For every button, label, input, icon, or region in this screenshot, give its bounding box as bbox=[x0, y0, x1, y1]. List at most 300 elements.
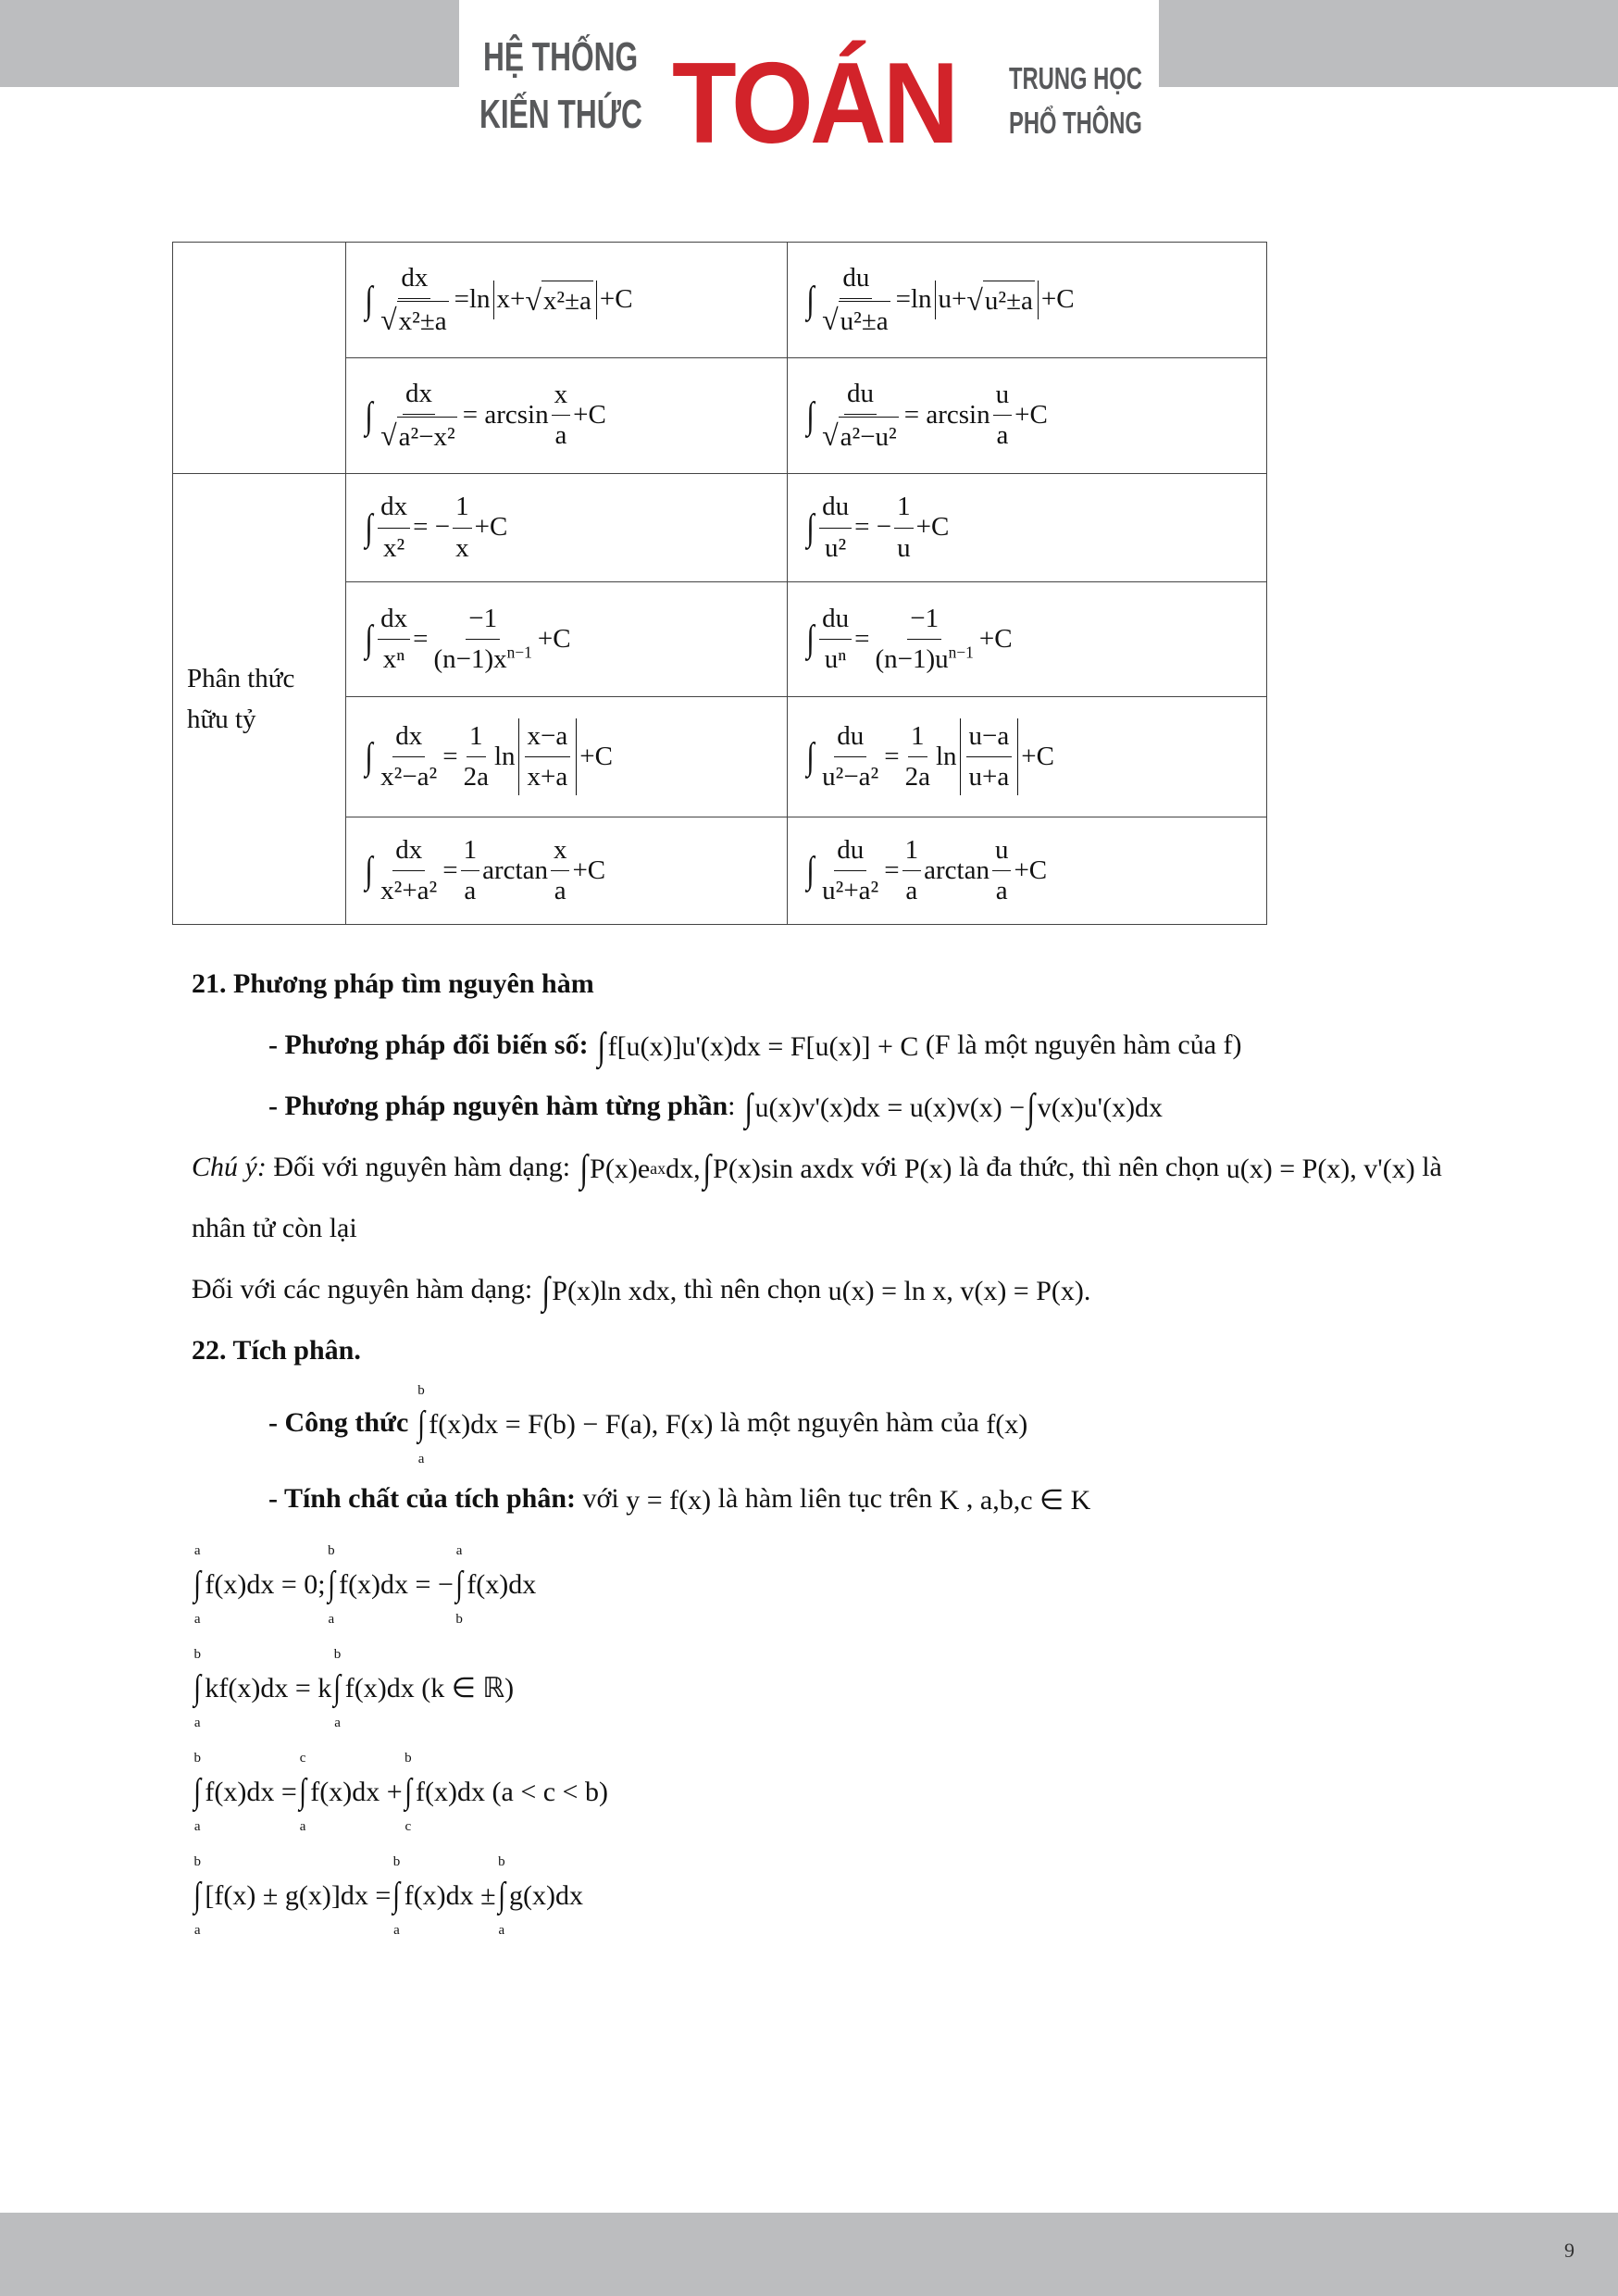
math-text: kf(x)dx = k bbox=[205, 1672, 332, 1703]
math-text: x+a bbox=[527, 762, 568, 792]
math-text: f(x)dx + bbox=[310, 1776, 403, 1807]
text-line bbox=[192, 1468, 1450, 1529]
math-text: xⁿ bbox=[382, 644, 405, 674]
text: là đa thức, thì nên chọn bbox=[952, 1152, 1226, 1182]
math-text: dx bbox=[401, 262, 429, 293]
denominator bbox=[380, 640, 408, 678]
math-text: K bbox=[939, 1484, 960, 1516]
denominator bbox=[552, 416, 569, 454]
logo-text: PHỔ THÔNG bbox=[1009, 106, 1142, 140]
fraction bbox=[378, 718, 440, 795]
lower-limit: b bbox=[455, 1611, 463, 1627]
math-text: dx, bbox=[666, 1153, 701, 1184]
definite-integral bbox=[391, 1853, 402, 1940]
fraction bbox=[378, 489, 410, 566]
denominator bbox=[380, 529, 407, 567]
integral-sign: ∫ bbox=[541, 1269, 550, 1313]
integral-sign: ∫ bbox=[455, 1565, 464, 1604]
math-text: = arcsin bbox=[903, 400, 990, 430]
math-text: u(x)v'(x)dx = u(x)v(x) − bbox=[754, 1092, 1026, 1123]
math-text: dx bbox=[395, 834, 423, 865]
math-text: = − bbox=[854, 512, 892, 543]
upper-limit: b bbox=[333, 1646, 342, 1662]
formula bbox=[940, 1482, 960, 1520]
formula bbox=[578, 1143, 854, 1196]
formula bbox=[192, 1749, 608, 1836]
denominator bbox=[378, 757, 440, 795]
math-text: dx bbox=[380, 603, 408, 633]
absolute-value bbox=[493, 281, 597, 319]
fraction bbox=[993, 377, 1013, 454]
math-text: 2a bbox=[463, 762, 489, 792]
formula bbox=[363, 376, 606, 456]
math-text: f(x) bbox=[986, 1408, 1028, 1440]
math-text: = − bbox=[413, 512, 451, 543]
absolute-value bbox=[518, 718, 578, 795]
math-text: +C bbox=[599, 284, 633, 315]
math-text: +C bbox=[572, 855, 606, 885]
square-root bbox=[822, 301, 890, 340]
lower-limit: c bbox=[404, 1818, 412, 1834]
math-text: u bbox=[995, 380, 1010, 410]
fraction bbox=[902, 718, 933, 795]
math-text: u bbox=[994, 834, 1009, 865]
math-text: x bbox=[455, 532, 469, 563]
text: Đối với nguyên hàm dạng: bbox=[266, 1152, 578, 1182]
integral-sign: ∫ bbox=[392, 1876, 401, 1915]
math-text: +C bbox=[915, 512, 950, 543]
math-text: +C bbox=[1014, 855, 1048, 885]
lower-limit: a bbox=[193, 1611, 201, 1627]
lower-limit: a bbox=[193, 1922, 201, 1938]
numerator bbox=[453, 489, 472, 528]
text: : bbox=[728, 1091, 742, 1121]
math-text: a bbox=[905, 876, 918, 905]
denominator bbox=[378, 415, 460, 456]
table-row bbox=[173, 243, 1267, 358]
denominator bbox=[822, 529, 849, 567]
text-line bbox=[192, 1076, 1450, 1137]
numerator bbox=[966, 718, 1013, 757]
denominator bbox=[819, 871, 881, 909]
numerator bbox=[993, 377, 1013, 416]
logo bbox=[463, 22, 1152, 168]
math-text: x bbox=[554, 380, 568, 410]
math-text: a bbox=[554, 420, 567, 451]
formula bbox=[904, 1151, 952, 1189]
formula bbox=[804, 832, 1047, 909]
radical-sign: √ bbox=[966, 283, 983, 317]
upper-limit: b bbox=[498, 1853, 505, 1869]
definite-integral bbox=[192, 1645, 203, 1732]
integral-sign: ∫ bbox=[579, 1147, 588, 1191]
integral-sign: ∫ bbox=[365, 849, 373, 892]
radicand bbox=[983, 281, 1035, 319]
math-text: dx bbox=[404, 378, 432, 408]
math-text: a bbox=[464, 876, 477, 905]
formula bbox=[363, 260, 633, 341]
math-text: a²−u² bbox=[840, 421, 897, 452]
logo-main: TOÁN bbox=[672, 40, 956, 168]
page-number: 9 bbox=[1564, 2239, 1574, 2262]
square-root bbox=[525, 281, 593, 319]
logo-text: TRUNG HỌC bbox=[1009, 61, 1142, 95]
math-text: +C bbox=[474, 512, 508, 543]
math-text: (n−1)u bbox=[875, 644, 949, 674]
row-label: Phân thức hữu tỷ bbox=[173, 474, 346, 925]
math-text: du bbox=[837, 720, 865, 751]
fraction bbox=[461, 832, 480, 909]
math-text: u² bbox=[825, 532, 847, 563]
radicand bbox=[397, 301, 449, 340]
upper-limit: b bbox=[392, 1853, 401, 1869]
math-text: = bbox=[854, 623, 870, 654]
math-text: dx bbox=[380, 492, 408, 522]
text: , bbox=[959, 1482, 980, 1514]
definite-integral bbox=[192, 1853, 203, 1940]
fraction bbox=[819, 832, 881, 909]
math-text: = bbox=[413, 623, 429, 654]
math-text: P(x)sin axdx bbox=[713, 1153, 854, 1184]
formula bbox=[626, 1482, 711, 1520]
numerator bbox=[840, 260, 872, 299]
denominator bbox=[902, 757, 933, 795]
text-line bbox=[192, 1259, 1450, 1320]
radical-sign: √ bbox=[380, 304, 397, 337]
math-text: ln bbox=[493, 741, 516, 771]
definite-integral bbox=[403, 1749, 414, 1836]
numerator bbox=[551, 832, 570, 871]
math-text: a²−x² bbox=[398, 421, 455, 452]
numerator bbox=[819, 601, 852, 640]
denominator bbox=[819, 757, 881, 795]
formula bbox=[828, 1273, 1091, 1311]
radicand bbox=[397, 417, 457, 455]
math-text: u²±a bbox=[984, 285, 1033, 316]
formula bbox=[595, 1021, 918, 1074]
lower-limit: a bbox=[498, 1922, 505, 1938]
definite-integral bbox=[297, 1749, 308, 1836]
formula bbox=[804, 260, 1075, 341]
integral-sign: ∫ bbox=[806, 618, 815, 660]
math-text: +C bbox=[1040, 284, 1075, 315]
integral-sign: ∫ bbox=[417, 1404, 425, 1444]
integral-sign: ∫ bbox=[1027, 1086, 1036, 1129]
fraction bbox=[819, 718, 881, 795]
upper-limit: a bbox=[193, 1542, 201, 1558]
math-text: 1 bbox=[469, 720, 483, 751]
math-text: −1 bbox=[910, 603, 940, 633]
empty-cell bbox=[173, 243, 346, 474]
denominator bbox=[902, 871, 920, 909]
math-text: 1 bbox=[455, 492, 469, 522]
math-text: du bbox=[822, 492, 850, 522]
math-text: f(x)dx ± bbox=[404, 1879, 496, 1911]
numerator bbox=[844, 376, 877, 415]
formula bbox=[363, 601, 571, 678]
denominator bbox=[525, 757, 571, 795]
text: là một nguyên hàm của bbox=[713, 1406, 987, 1438]
integral-sign: ∫ bbox=[327, 1565, 335, 1604]
math-text: 1 bbox=[463, 834, 478, 865]
property-line bbox=[192, 1844, 1450, 1948]
bold-text: - Công thức bbox=[268, 1406, 416, 1438]
radicand bbox=[839, 301, 890, 340]
denominator bbox=[461, 757, 492, 795]
square-root bbox=[822, 417, 899, 455]
denominator bbox=[993, 871, 1011, 909]
math-text: f[u(x)]u'(x)dx = F[u(x)] + C bbox=[607, 1030, 919, 1062]
denominator bbox=[822, 640, 850, 678]
formula-cell bbox=[788, 243, 1267, 358]
fraction bbox=[378, 260, 452, 341]
denominator bbox=[819, 299, 893, 341]
formula bbox=[540, 1266, 678, 1318]
denominator bbox=[378, 299, 452, 341]
text-line bbox=[192, 1381, 1450, 1468]
text: là nhân tử còn lại bbox=[192, 1152, 1442, 1243]
superscript: n−1 bbox=[948, 643, 974, 662]
math-text: = bbox=[884, 741, 900, 771]
integral-sign: ∫ bbox=[193, 1876, 202, 1915]
math-text: 1 bbox=[911, 720, 925, 751]
math-text: f(x)dx (k ∈ ℝ) bbox=[344, 1672, 515, 1703]
integral-sign: ∫ bbox=[193, 1565, 202, 1604]
math-text: u²±a bbox=[840, 306, 889, 336]
absolute-value bbox=[960, 718, 1019, 795]
definite-integral bbox=[192, 1541, 203, 1628]
formula bbox=[192, 1541, 536, 1628]
formula bbox=[363, 718, 613, 795]
numerator bbox=[902, 832, 922, 871]
text-line bbox=[192, 1137, 1450, 1259]
integral-sign: ∫ bbox=[365, 735, 373, 778]
formula-cell bbox=[788, 474, 1267, 582]
math-text: f(x)dx bbox=[467, 1568, 537, 1600]
integral-sign: ∫ bbox=[597, 1025, 606, 1068]
upper-limit: b bbox=[404, 1750, 412, 1766]
math-text: =ln bbox=[895, 284, 932, 315]
text: là hàm liên tục trên bbox=[711, 1482, 940, 1514]
radical-sign: √ bbox=[380, 419, 397, 453]
definite-integral bbox=[416, 1381, 427, 1468]
formula-cell bbox=[346, 358, 788, 474]
text-line bbox=[192, 1015, 1450, 1076]
math-text: du bbox=[846, 378, 874, 408]
integral-sign: ∫ bbox=[365, 278, 373, 320]
math-text: x+ bbox=[496, 284, 526, 315]
integral-sign: ∫ bbox=[497, 1876, 505, 1915]
upper-limit: a bbox=[455, 1542, 463, 1558]
math-text: =ln bbox=[454, 284, 491, 315]
definite-integral bbox=[331, 1645, 342, 1732]
math-text: v(x)u'(x)dx bbox=[1037, 1092, 1164, 1123]
math-text: f(x)dx = F(b) − F(a), F(x) bbox=[429, 1408, 714, 1440]
math-text: arctan bbox=[482, 855, 548, 885]
text-line bbox=[192, 1320, 1450, 1381]
math-text: x²±a bbox=[398, 306, 447, 336]
fraction bbox=[966, 718, 1013, 795]
math-text: u(x) = ln x, v(x) = P(x). bbox=[828, 1275, 1091, 1306]
math-text: = bbox=[442, 855, 458, 885]
formula bbox=[742, 1082, 1163, 1135]
definite-integral bbox=[496, 1853, 507, 1940]
numerator bbox=[392, 832, 425, 871]
math-text: a bbox=[554, 876, 566, 905]
integral-sign: ∫ bbox=[806, 849, 815, 892]
integral-sign: ∫ bbox=[703, 1147, 711, 1191]
denominator bbox=[872, 640, 976, 678]
integral-sign: ∫ bbox=[365, 618, 373, 660]
math-text: arctan bbox=[924, 855, 989, 885]
fraction bbox=[819, 260, 893, 341]
numerator bbox=[907, 601, 941, 640]
formula bbox=[804, 489, 949, 566]
formula bbox=[980, 1482, 1090, 1520]
math-text: +C bbox=[978, 623, 1013, 654]
upper-limit: b bbox=[193, 1646, 201, 1662]
math-text: a,b,c ∈ K bbox=[979, 1484, 1091, 1516]
footer-bar bbox=[0, 2213, 1618, 2296]
math-text: x²±a bbox=[542, 285, 591, 316]
bold-text: - Phương pháp đổi biến số: bbox=[268, 1029, 596, 1060]
denominator bbox=[461, 871, 479, 909]
upper-limit: c bbox=[299, 1750, 306, 1766]
math-text: +C bbox=[537, 623, 571, 654]
integral-sign: ∫ bbox=[365, 505, 373, 548]
formula-cell bbox=[346, 697, 788, 817]
logo-text: KIẾN THỨC bbox=[479, 92, 642, 137]
integral-sign: ∫ bbox=[333, 1668, 342, 1708]
math-text: du bbox=[822, 603, 850, 633]
formula bbox=[416, 1381, 714, 1468]
integral-sign: ∫ bbox=[365, 393, 373, 436]
math-text: x bbox=[553, 834, 567, 865]
math-text: 1 bbox=[904, 834, 919, 865]
formula-cell bbox=[346, 582, 788, 697]
math-text: +C bbox=[1014, 400, 1048, 430]
fraction bbox=[525, 718, 571, 795]
formula bbox=[192, 1853, 583, 1940]
numerator bbox=[403, 376, 435, 415]
math-text: a bbox=[996, 420, 1009, 451]
denominator bbox=[966, 757, 1013, 795]
fraction bbox=[430, 601, 534, 678]
math-text: u+a bbox=[968, 762, 1010, 792]
fraction bbox=[992, 832, 1012, 909]
math-text: P(x)e bbox=[590, 1153, 651, 1184]
square-root bbox=[966, 281, 1035, 319]
denominator bbox=[378, 871, 440, 909]
text: thì nên chọn bbox=[677, 1274, 828, 1304]
math-text: P(x)ln xdx, bbox=[552, 1275, 678, 1306]
denominator bbox=[894, 529, 914, 567]
formula-table bbox=[172, 242, 1267, 925]
math-text: u−a bbox=[968, 720, 1010, 751]
numerator bbox=[466, 601, 500, 640]
numerator bbox=[378, 601, 410, 640]
math-text: x−a bbox=[527, 720, 568, 751]
math-text: u bbox=[897, 532, 911, 563]
integral-sign: ∫ bbox=[193, 1772, 202, 1812]
integral-sign: ∫ bbox=[404, 1772, 412, 1812]
absolute-value bbox=[935, 281, 1039, 319]
header-bar-left bbox=[0, 0, 459, 87]
math-text: g(x)dx bbox=[509, 1879, 584, 1911]
numerator bbox=[552, 377, 571, 416]
content bbox=[192, 954, 1450, 1948]
math-text: (n−1)x bbox=[433, 644, 507, 674]
radical-sign: √ bbox=[525, 283, 541, 317]
upper-limit: b bbox=[328, 1542, 335, 1558]
math-text: a bbox=[995, 876, 1008, 905]
numerator bbox=[398, 260, 430, 299]
integral-sign: ∫ bbox=[299, 1772, 306, 1812]
lower-limit: a bbox=[334, 1715, 341, 1730]
radical-sign: √ bbox=[822, 304, 839, 337]
math-text: u(x) = P(x), v'(x) bbox=[1226, 1153, 1415, 1184]
fraction bbox=[872, 601, 976, 678]
math-text: +C bbox=[579, 741, 613, 771]
fraction bbox=[894, 489, 914, 566]
math-text: 1 bbox=[897, 492, 911, 522]
fraction bbox=[378, 832, 440, 909]
numerator bbox=[834, 718, 866, 757]
fraction bbox=[551, 832, 570, 909]
math-text: f(x)dx = bbox=[205, 1776, 297, 1807]
numerator bbox=[467, 718, 486, 757]
math-text: P(x) bbox=[903, 1153, 952, 1184]
bold-text: - Phương pháp nguyên hàm từng phần bbox=[268, 1091, 728, 1121]
square-root bbox=[380, 301, 449, 340]
text: với bbox=[853, 1152, 904, 1182]
fraction bbox=[552, 377, 571, 454]
math-text: = bbox=[884, 855, 900, 885]
fraction bbox=[902, 832, 922, 909]
definite-integral bbox=[192, 1749, 203, 1836]
text: (F là một nguyên hàm của f) bbox=[918, 1029, 1242, 1060]
integral-sign: ∫ bbox=[193, 1668, 202, 1708]
fraction bbox=[819, 601, 852, 678]
math-text: du bbox=[842, 262, 870, 293]
formula bbox=[804, 376, 1048, 456]
formula bbox=[986, 1406, 1027, 1444]
fraction bbox=[453, 489, 472, 566]
property-line bbox=[192, 1637, 1450, 1741]
math-text: x²+a² bbox=[380, 876, 438, 905]
formula-cell bbox=[788, 582, 1267, 697]
denominator bbox=[430, 640, 534, 678]
formula bbox=[804, 718, 1054, 795]
formula bbox=[363, 832, 605, 909]
math-text: +C bbox=[1021, 741, 1054, 771]
bold-text: 21. Phương pháp tìm nguyên hàm bbox=[192, 968, 594, 999]
numerator bbox=[378, 489, 410, 528]
radicand bbox=[839, 417, 899, 455]
bold-text: 22. Tích phân. bbox=[192, 1335, 361, 1366]
formula bbox=[363, 489, 507, 566]
upper-limit: b bbox=[417, 1383, 425, 1398]
lower-limit: a bbox=[393, 1922, 400, 1938]
superscript: n−1 bbox=[506, 643, 532, 662]
integral-sign: ∫ bbox=[806, 393, 815, 436]
math-text: = arcsin bbox=[462, 400, 549, 430]
lower-limit: a bbox=[417, 1451, 425, 1466]
text-line bbox=[192, 954, 1450, 1015]
formula-cell bbox=[346, 243, 788, 358]
numerator bbox=[908, 718, 927, 757]
numerator bbox=[392, 718, 425, 757]
